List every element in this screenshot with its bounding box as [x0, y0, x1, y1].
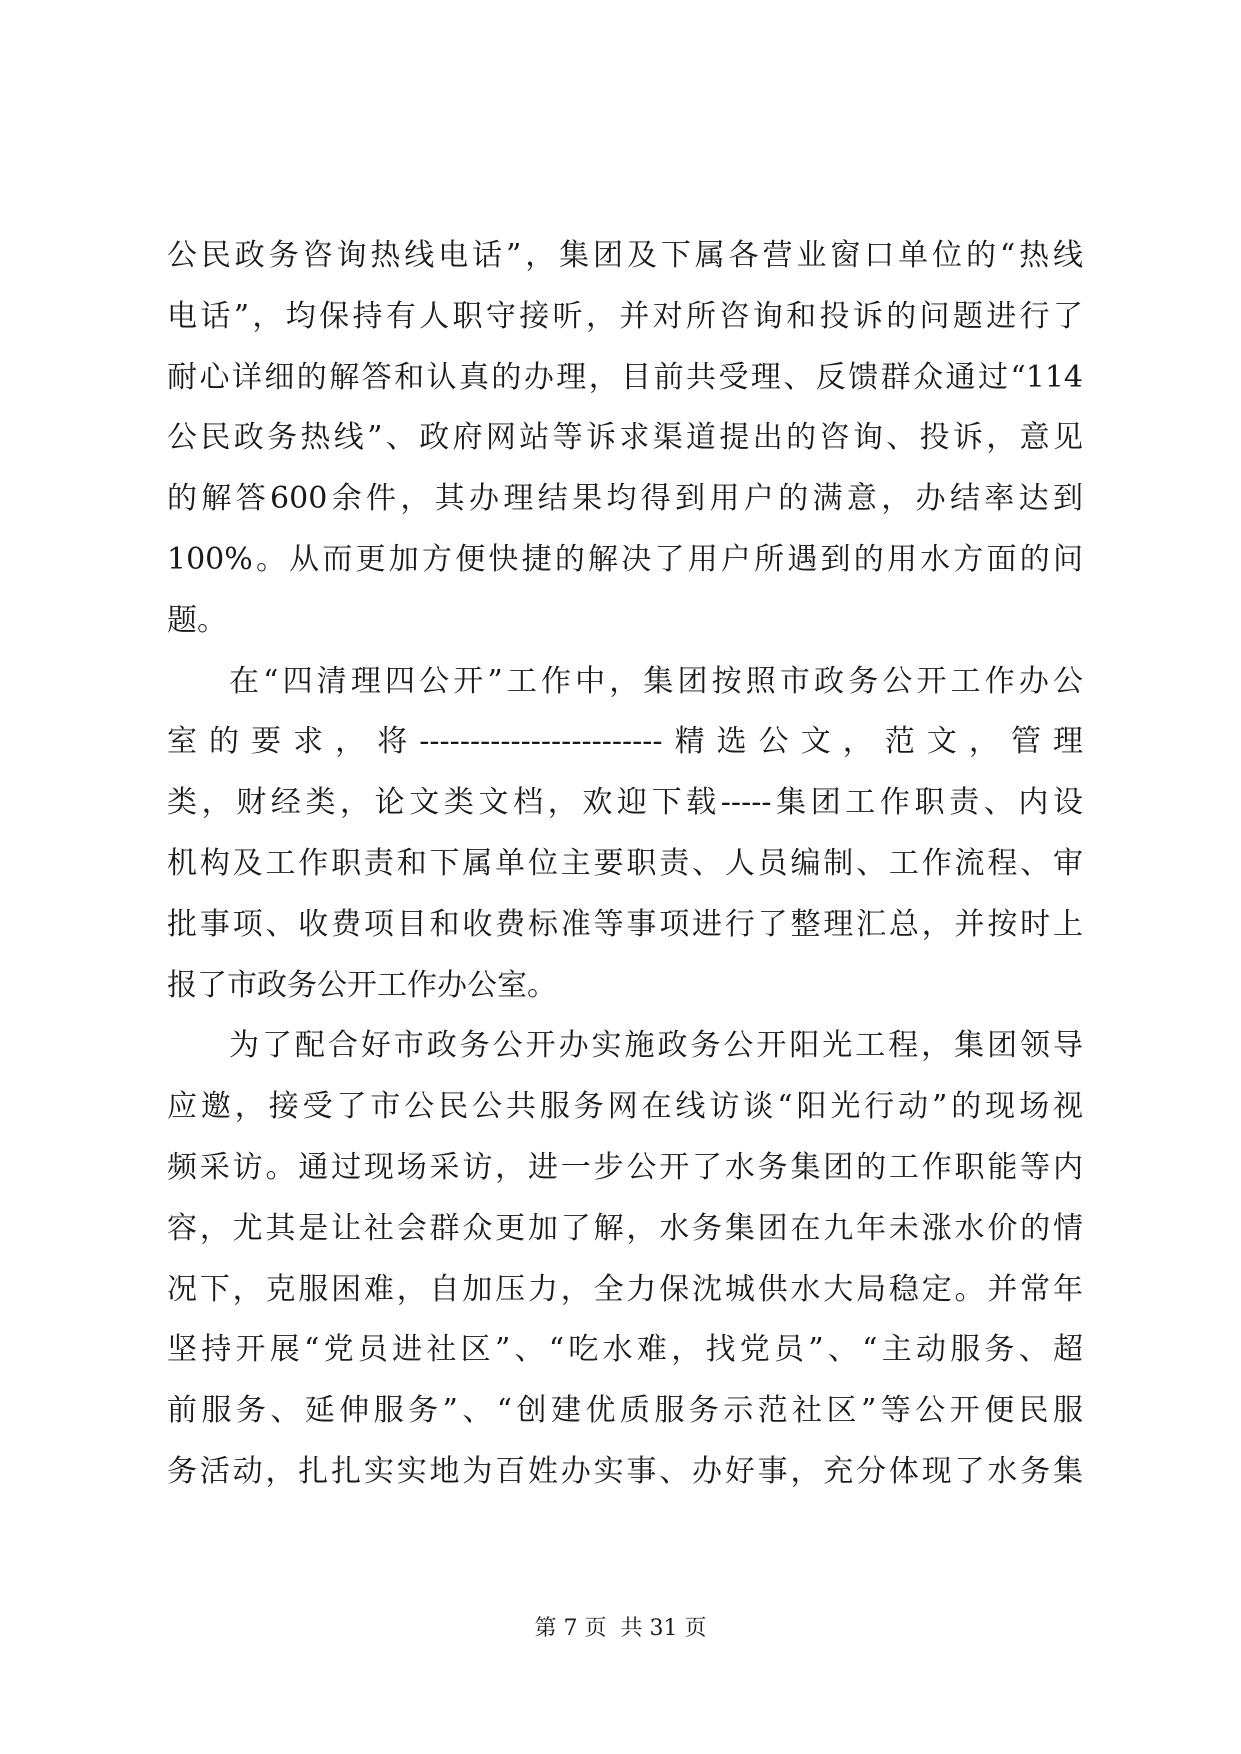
text-line: 电话”，均保持有人职守接听，并对所咨询和投诉的问题进行了 [167, 298, 1083, 334]
text-line: 耐心详细的解答和认真的办理，目前共受理、反馈群众通过“114 [167, 359, 1083, 395]
text-line: 坚持开展“党员进社区”、“吃水难，找党员”、“主动服务、超 [167, 1332, 1083, 1368]
page-number-label: 第 7 页 共 31 页 [534, 1616, 707, 1641]
text-line: 容，尤其是让社会群众更加了解，水务集团在九年未涨水价的情 [167, 1210, 1083, 1246]
text-line: 类，财经类，论文类文档，欢迎下载-----集团工作职责、内设 [167, 785, 1083, 821]
page-footer [0, 1614, 1241, 1644]
paragraph-first-line: 为了配合好市政务公开办实施政务公开阳光工程，集团领导 [229, 1028, 1083, 1064]
text-line: 100%。从而更加方便快捷的解决了用户所遇到的用水方面的问 [167, 541, 1083, 577]
text-line: 公民政务热线”、政府网站等诉求渠道提出的咨询、投诉，意见 [167, 420, 1083, 456]
text-line: 室的要求，将------------------------精选公文，范文，管理 [167, 724, 1083, 760]
text-line: 机构及工作职责和下属单位主要职责、人员编制、工作流程、审 [167, 845, 1083, 881]
text-line: 频采访。通过现场采访，进一步公开了水务集团的工作职能等内 [167, 1149, 1083, 1185]
text-line: 应邀，接受了市公民公共服务网在线访谈“阳光行动”的现场视 [167, 1089, 1083, 1125]
text-line: 况下，克服困难，自加压力，全力保沈城供水大局稳定。并常年 [167, 1271, 1083, 1307]
body-text [167, 226, 1083, 1503]
text-line: 报了市政务公开工作办公室。 [167, 967, 557, 1003]
text-line: 题。 [167, 602, 227, 638]
text-line: 前服务、延伸服务”、“创建优质服务示范社区”等公开便民服 [167, 1393, 1083, 1429]
text-line: 务活动，扎扎实实地为百姓办实事、办好事，充分体现了水务集 [167, 1453, 1083, 1489]
paragraph-first-line: 在“四清理四公开”工作中，集团按照市政务公开工作办公 [229, 663, 1083, 699]
text-line: 批事项、收费项目和收费标准等事项进行了整理汇总，并按时上 [167, 906, 1083, 942]
text-line: 的解答600余件，其办理结果均得到用户的满意，办结率达到 [167, 481, 1083, 517]
text-line: 公民政务咨询热线电话”，集团及下属各营业窗口单位的“热线 [167, 238, 1083, 273]
